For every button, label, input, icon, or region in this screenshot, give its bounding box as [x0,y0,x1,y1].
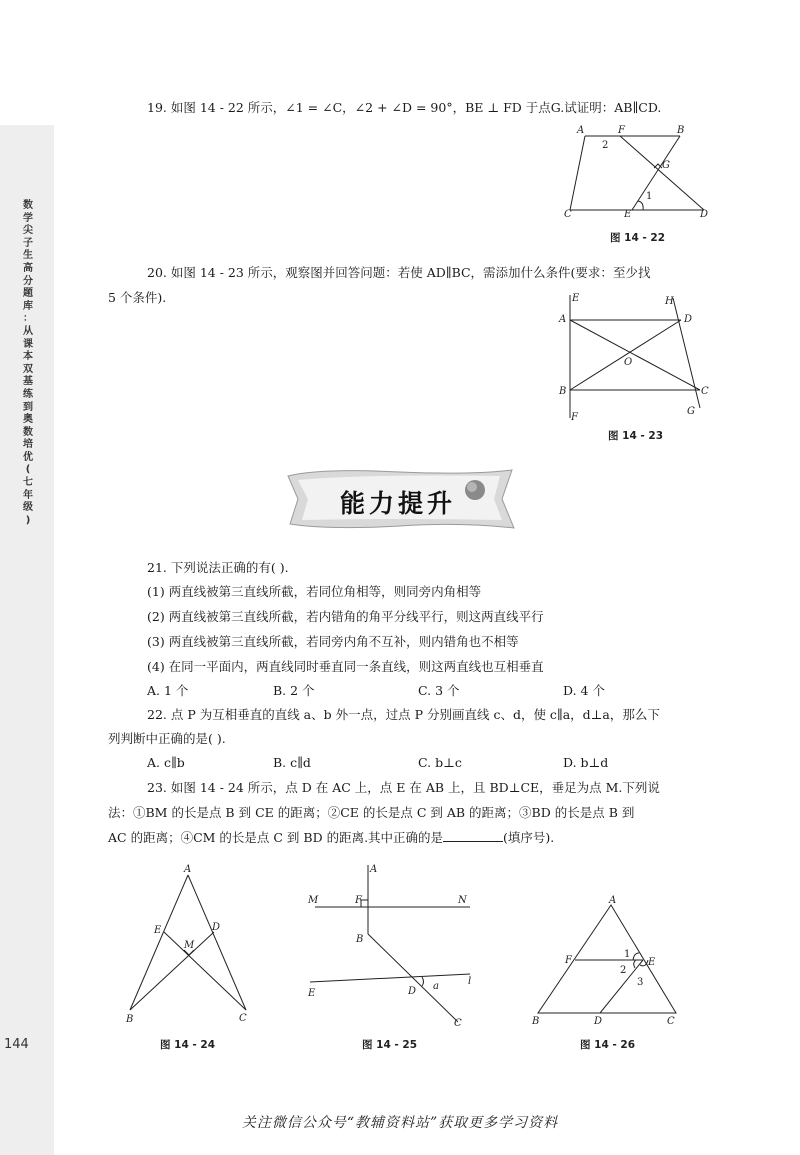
f26-label: F [565,955,572,966]
f24-label: M [184,940,195,951]
figure-14-25-caption: 图 14 - 25 [362,1039,418,1051]
f23-label: B [559,386,567,397]
q20-line2: 5 个条件). [108,290,167,305]
figure-14-25 [300,860,490,1030]
side-title-char: ) [25,514,31,526]
side-title-char: 年 [23,489,33,501]
figure-14-24 [118,860,258,1030]
f25-label: B [356,934,364,945]
q22-line2: 列判断中正确的是( ). [108,731,226,746]
f24-label: A [184,864,192,875]
footer-note: 关注微信公众号“教辅资料站”获取更多学习资料 [241,1115,559,1131]
side-title-char: 子 [23,237,33,249]
f26-label: 2 [620,965,627,976]
side-title-char: 优 [23,451,33,463]
side-title-char: 题 [23,288,33,300]
figure-14-26-labels [531,895,675,1027]
f24-label: D [212,922,221,933]
f22-label: A [577,125,585,136]
figure-14-22-labels [564,125,708,220]
f24-label: E [154,925,162,936]
side-title-char: 学 [23,212,33,224]
side-title-char: 数 [23,200,33,211]
f22-label: E [624,209,632,220]
section-title: 能力提升 [340,489,457,518]
f25-label: a [433,981,439,992]
q22-option-c: C. b⊥c [418,755,462,770]
page-number: 144 [4,1037,29,1052]
q22-option-a: A. c∥b [147,755,185,770]
f25-label: A [370,864,378,875]
figure-14-24-labels [125,864,247,1025]
side-title-char: 库 [23,300,33,312]
side-title-char: 到 [23,401,33,413]
f25-label: D [408,986,417,997]
f23-label: E [572,293,580,304]
q23-line1: 23. 如图 14 - 24 所示，点 D 在 AC 上，点 E 在 AB 上，且 BD⊥CE，垂足为点 M.下列说 [147,780,660,795]
side-title-char: 本 [23,351,33,363]
f26-label: D [594,1016,603,1027]
f25-label: C [454,1018,462,1029]
figure-14-24-caption: 图 14 - 24 [160,1039,216,1051]
f25-label: E [308,988,316,999]
figure-14-25-labels [307,864,471,1029]
f26-label: B [532,1016,540,1027]
figure-14-22-caption: 图 14 - 22 [610,232,666,244]
f22-label: F [618,125,625,136]
side-title-char: 七 [23,477,33,489]
side-title-char: 奥 [23,414,33,426]
q21-option-a: A. 1 个 [147,683,189,698]
figure-14-26-caption: 图 14 - 26 [580,1039,636,1051]
q23-line3-text: AC 的距离；④CM 的长是点 C 到 BD 的距离.其中正确的是 [108,830,444,845]
f25-label: F [355,895,362,906]
q22-option-d: D. b⊥d [563,755,609,770]
f24-label: C [239,1013,247,1024]
f23-label: F [571,412,578,423]
f22-label: 1 [646,191,653,202]
f26-label: 1 [624,949,631,960]
answer-blank[interactable] [443,830,503,842]
f24-label: B [126,1014,134,1025]
q22-option-b: B. c∥d [273,755,311,770]
f23-label: C [701,386,709,397]
f26-label: 3 [637,977,644,988]
f26-label: C [667,1016,675,1027]
figure-14-23-caption: 图 14 - 23 [608,430,664,442]
f23-label: G [687,406,695,417]
book-title-vertical [16,200,40,527]
side-title-char: 课 [23,338,33,350]
figure-14-22 [560,122,720,222]
f25-label: l [468,976,472,987]
side-title-char: 培 [23,439,33,451]
q21-option-c: C. 3 个 [418,683,460,698]
q21-stem: 21. 下列说法正确的有( ). [147,560,289,575]
side-title-char: 从 [23,325,33,337]
q21-item-2: (2) 两直线被第三直线所截，若内错角的角平分线平行，则这两直线平行 [147,609,544,624]
figure-14-23 [555,290,725,425]
f23-label: A [559,314,567,325]
f23-label: D [684,314,693,325]
f23-label: O [624,357,633,368]
q19-text: 19. 如图 14 - 22 所示，∠1 = ∠C，∠2 + ∠D = 90°，BE ⊥ FD 于点G.试证明：AB∥CD. [147,100,662,115]
f22-label: D [700,209,709,220]
side-title-char: 双 [23,363,33,375]
side-title-char: ( [25,464,31,476]
side-title-char: 高 [23,262,33,274]
q21-option-d: D. 4 个 [563,683,605,698]
f22-label: B [677,125,685,136]
f22-label: C [564,209,572,220]
figure-14-23-labels [558,293,709,423]
f26-label: E [648,957,656,968]
q21-item-3: (3) 两直线被第三直线所截，若同旁内角不互补，则内错角也不相等 [147,634,519,649]
q20-line1: 20. 如图 14 - 23 所示，观察图并回答问题：若使 AD∥BC，需添加什么条件(要求：至少找 [147,265,651,280]
side-title-char: 级 [23,502,33,514]
q21-option-b: B. 2 个 [273,683,315,698]
q21-item-1: (1) 两直线被第三直线所截，若同位角相等，则同旁内角相等 [147,584,482,599]
side-title-char: 尖 [23,225,33,237]
side-title-char: 数 [23,426,33,438]
f22-label: G [662,160,670,171]
f23-label: H [665,296,674,307]
figure-14-26 [528,893,688,1033]
q23-line3-end: (填序号). [503,830,555,845]
q22-line1: 22. 点 P 为互相垂直的直线 a、b 外一点，过点 P 分别画直线 c、d，使 c∥a，d⊥a，那么下 [147,707,660,722]
f22-label: 2 [602,140,609,151]
side-title-char: 练 [23,388,33,400]
side-title-char: ： [23,313,33,325]
side-title-char: 分 [23,275,33,287]
q23-line3 [108,830,554,846]
f25-label: N [458,895,467,906]
f26-label: A [609,895,617,906]
side-title-char: 生 [23,250,33,262]
f25-label: M [308,895,319,906]
q21-item-4: (4) 在同一平面内，两直线同时垂直同一条直线，则这两直线也互相垂直 [147,659,544,674]
side-title-char: 基 [23,376,33,388]
q23-line2: 法：①BM 的长是点 B 到 CE 的距离；②CE 的长是点 C 到 AB 的距离；③BD 的长是点 B 到 [108,805,635,820]
